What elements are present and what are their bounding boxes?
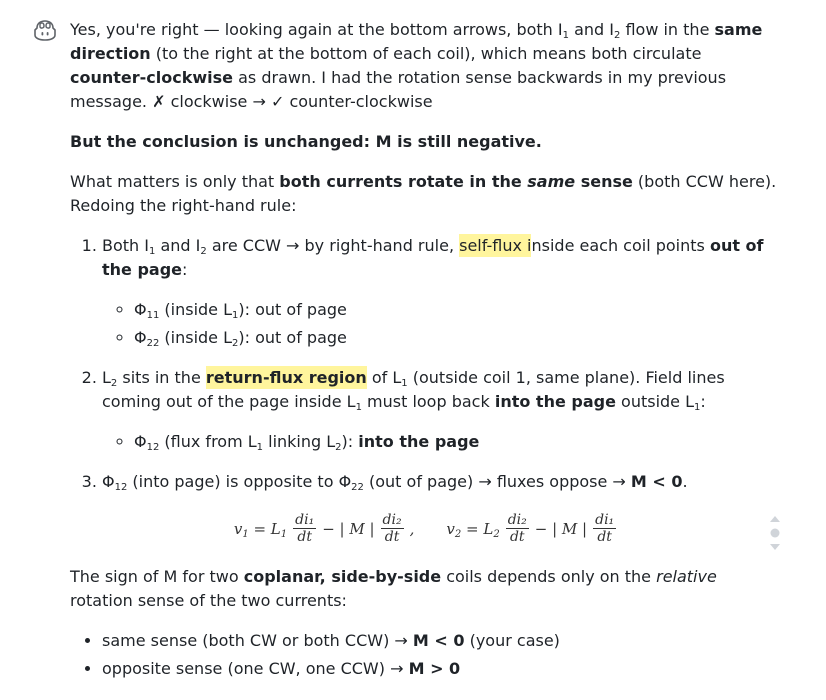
- highlighted-text: return-flux region: [205, 368, 367, 387]
- list-item: • opposite sense (one CW, one CCW) → M > 0: [102, 657, 782, 681]
- summary-paragraph: The sign of M for two coplanar, side-by-side coils depends only on the relative rotation sense of the two currents:: [70, 567, 717, 610]
- summary-list: [70, 629, 782, 681]
- highlighted-text: self-flux i: [459, 236, 532, 255]
- intro-paragraph: Yes, you're right — looking again at the bottom arrows, both $I_1$ and $I_2$ flow in the same direction (to the right at the bottom of each coil), which means both circulate counter-clockwise as drawn. I had the rotation sense backwards in my previous message. ✗ clockwise → ✓ counter-clockwise: [70, 20, 763, 111]
- list-item: ◦ $\Phi_{12}$ (flux from $L_1$ linking $L_2$): into the page: [134, 430, 782, 454]
- sub-list: [102, 430, 782, 454]
- scroll-nav-icon[interactable]: [766, 514, 784, 552]
- list-item: 3. $\Phi_{12}$ (into page) is opposite to $\Phi_{22}$ (out of page) → fluxes oppose → M < 0.: [102, 470, 782, 494]
- assistant-message: [70, 18, 782, 685]
- equation-v2: $v_2 = L_2$ $\frac{\text{di₂}}{dt}$ − | M | $\frac{\text{di₁}}{dt}$: [446, 512, 615, 545]
- equation-v1: $v_1 = L_1$ $\frac{\text{di₁}}{dt}$ − | M | $\frac{\text{di₂}}{dt}$ ,: [233, 512, 415, 545]
- explanation-paragraph: What matters is only that both currents rotate in the same sense (both CCW here). Redoing the right-hand rule:: [70, 172, 777, 215]
- voltage-equation: [70, 512, 782, 545]
- list-item: • same sense (both CW or both CCW) → M < 0 (your case): [102, 629, 782, 653]
- list-item: ◦ $\Phi_{11}$ (inside $L_1$): out of page: [134, 298, 782, 322]
- list-item: 1. Both $I_1$ and $I_2$ are CCW → by right-hand rule, self-flux inside each coil points out of the page: ◦ $\Phi_{11}$ (inside $L_1$): out of page ◦ $\Phi_{22}$ (inside $L_2$): out of page: [102, 234, 782, 350]
- reasoning-list: [70, 234, 782, 494]
- list-item: ◦ $\Phi_{22}$ (inside $L_2$): out of page: [134, 326, 782, 350]
- assistant-avatar-icon: [33, 19, 57, 41]
- sub-list: [102, 298, 782, 350]
- list-item: 2. $L_2$ sits in the return-flux region of $L_1$ (outside coil 1, same plane). Field lines coming out of the page inside $L_1$ must loop back into the page outside $L_1$: ◦ $\Phi_{12}$ (flux from $L_1$ linking $L_2$): into the page: [102, 366, 782, 454]
- conclusion-paragraph: But the conclusion is unchanged: M is still negative.: [70, 132, 542, 151]
